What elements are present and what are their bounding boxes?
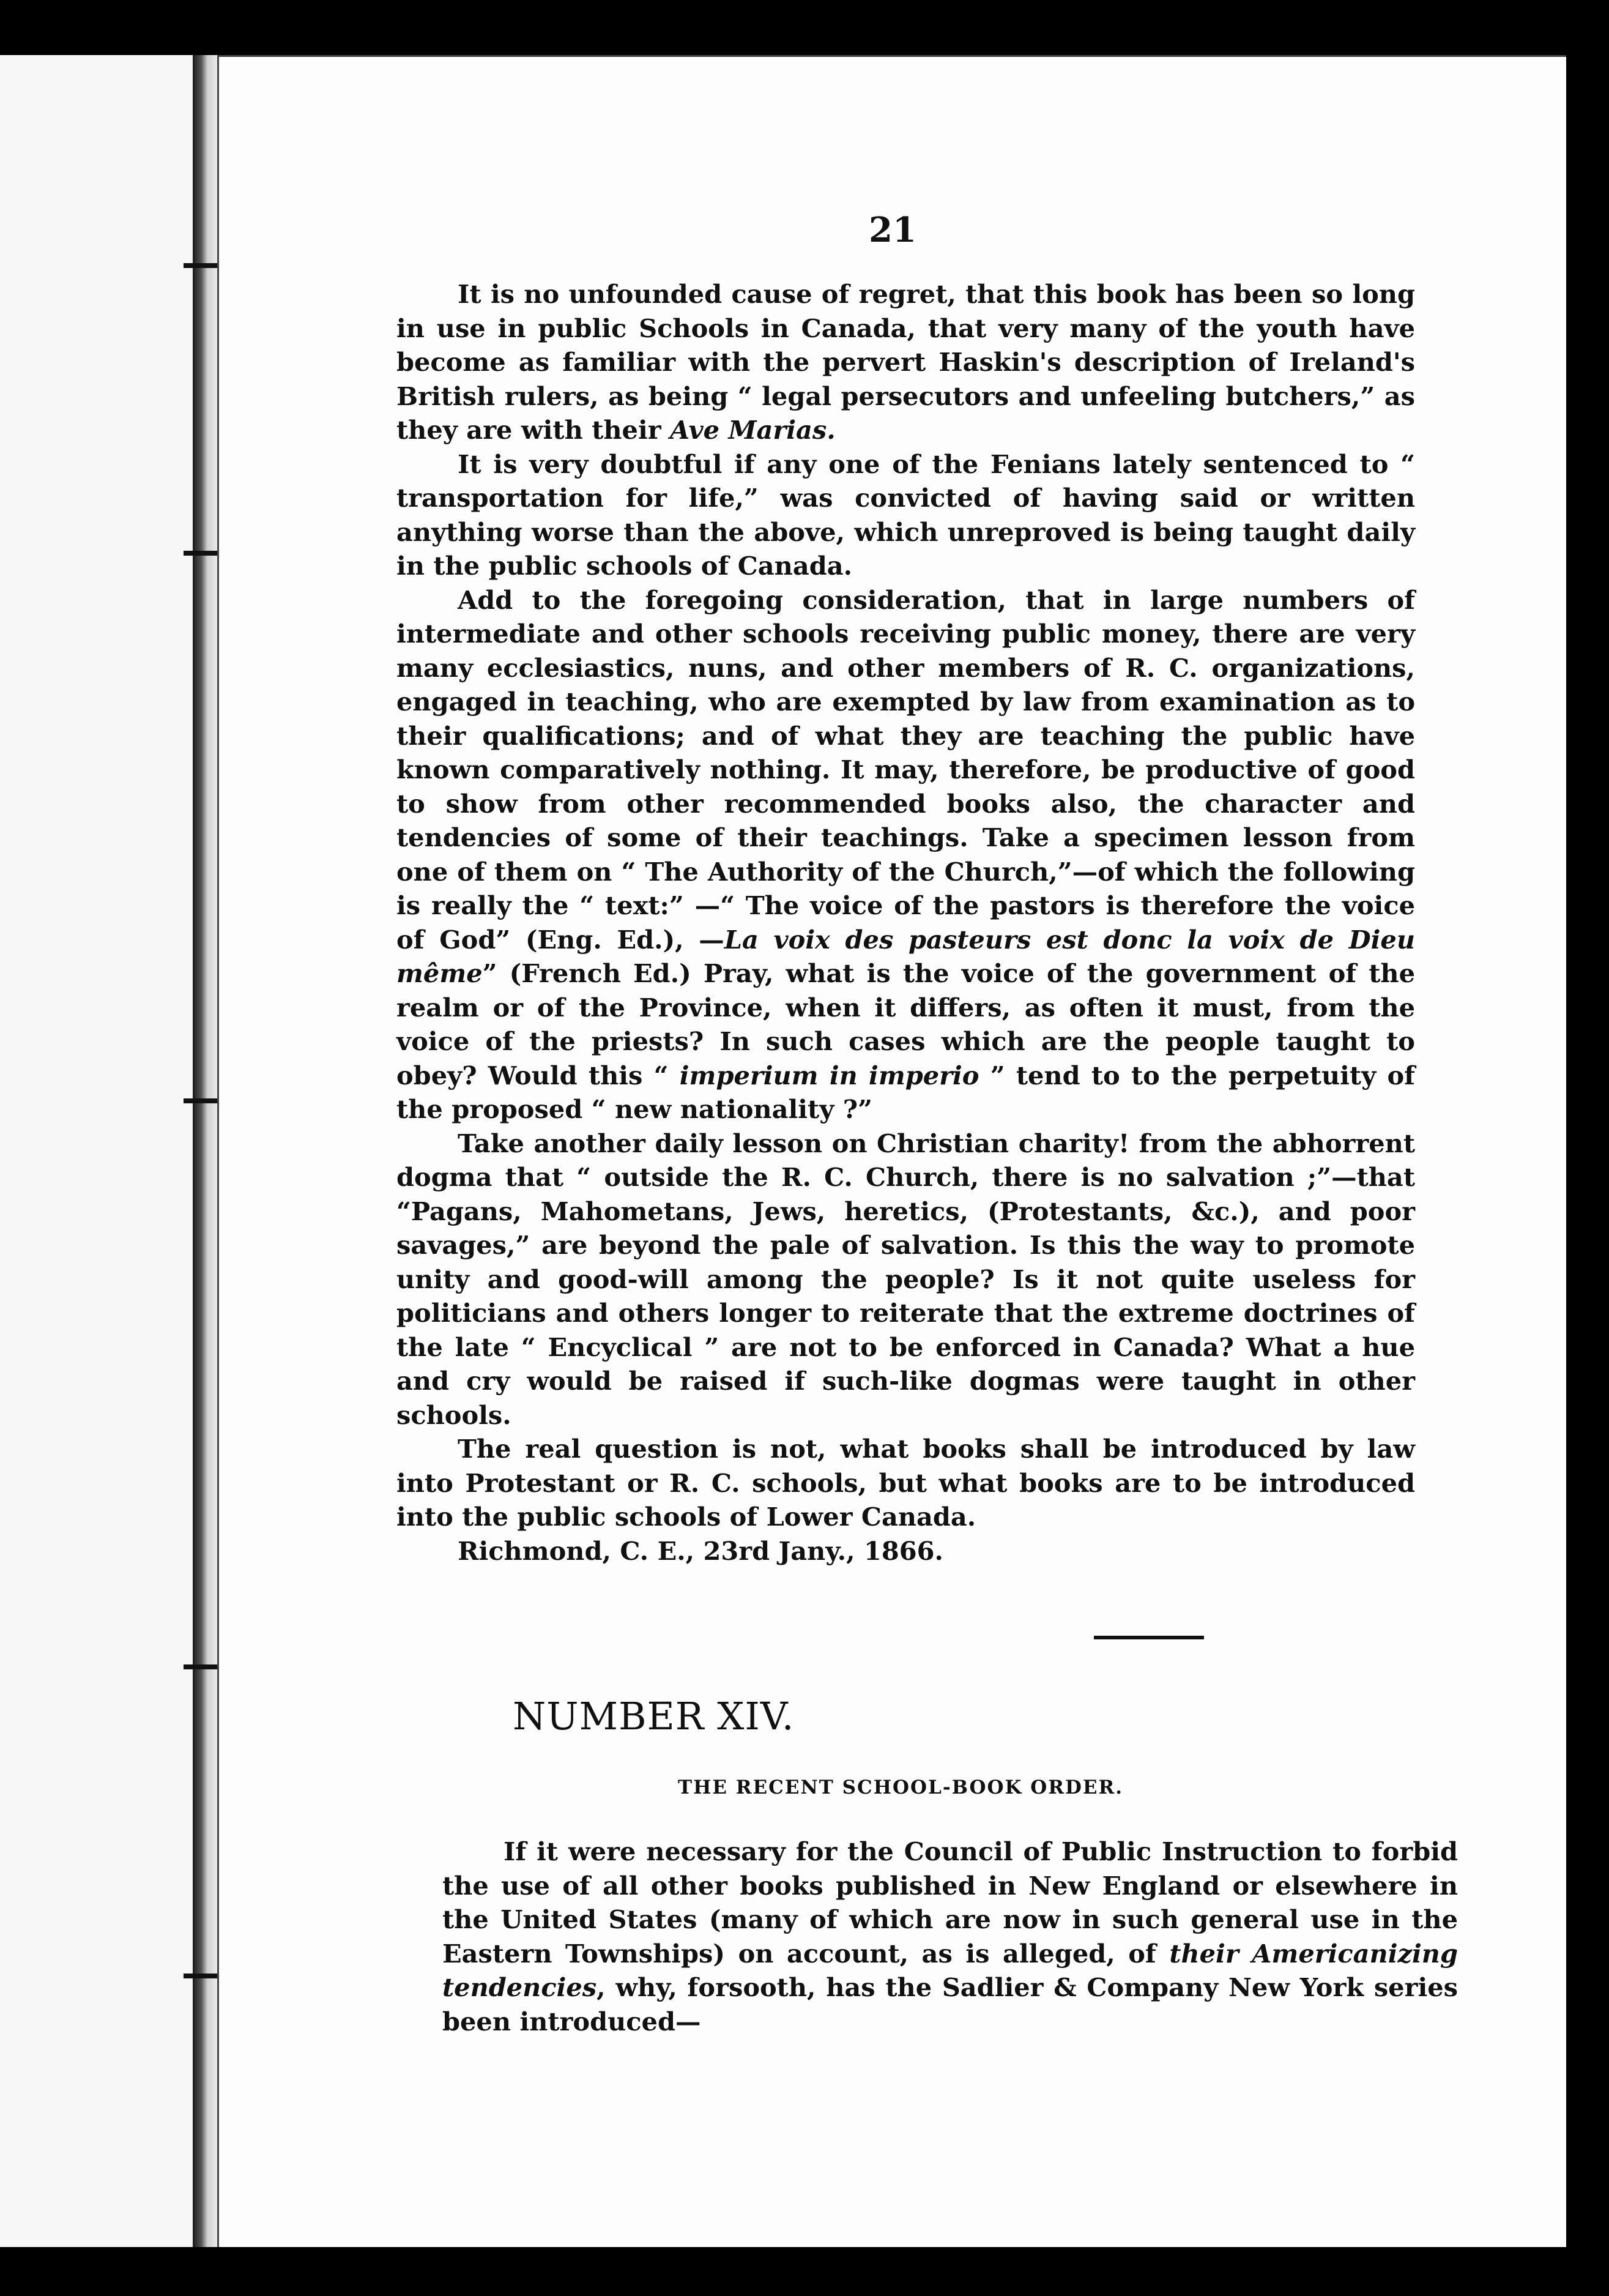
section-divider-rule	[1094, 1636, 1204, 1639]
text-run: It is no unfounded cause of regret, that this book has been so long in use in public Schools in Canada, that very many of the youth have become as familiar with the pervert Haskin's description of Ireland's British rulers, as being “ legal persecutors and unfeeling butchers,” as they are with their	[396, 279, 1415, 445]
paragraph	[396, 277, 1415, 447]
scan-border-right	[1566, 0, 1609, 2296]
paragraph	[396, 583, 1415, 1127]
italic-run: La voix des pasteurs est donc la voix de Dieu même	[396, 924, 1416, 988]
paragraph	[396, 1127, 1415, 1433]
body-text-top	[396, 277, 1415, 1568]
document-page	[217, 55, 1566, 2247]
binding-mark	[184, 551, 220, 556]
paragraph	[396, 1432, 1415, 1534]
text-run: , why, forsooth, has the Sadlier & Company New York series been introduced—	[442, 1972, 1458, 2037]
text-run: Take another daily lesson on Christian charity! from the abhorrent dogma that “ outside the R. C. Church, there is no salvation ;”—that “Pagans, Mahometans, Jews, heretics, (Protestants, &c.), and poor savages,” are beyond the pale of salvation. Is this the way to promote unity and good-will among the people? Is it not quite useless for politicians and others longer to reiterate that the extreme doctrines of the late “ Encyclical ” are not to be enforced in Canada? What a hue and cry would be raised if such-like dogmas were taught in other schools.	[396, 1128, 1415, 1430]
italic-run: their Americanizing tendencies	[442, 1938, 1458, 2002]
italic-run: Ave Marias.	[670, 415, 836, 445]
binding-mark	[184, 1974, 220, 1978]
book-gutter	[193, 55, 217, 2247]
page-number: 21	[869, 210, 916, 250]
previous-page-edge	[0, 55, 193, 2247]
binding-mark	[184, 1664, 220, 1669]
body-text-bottom	[442, 1835, 1458, 2038]
binding-mark	[184, 1098, 220, 1103]
text-run: Add to the foregoing consideration, that in large numbers of intermediate and other schools receiving public money, there are very many ecclesiastics, nuns, and other members of R. C. organizations, engaged in teaching, who are exempted by law from examination as to their qualifications; and of what they are teaching the public have known comparatively nothing. It may, therefore, be productive of good to show from other recommended books also, the character and tendencies of some of their teachings. Take a specimen lesson from one of them on “ The Authority of the Church,”—of which the following is really the “ text:” —“ The voice of the pastors is therefore the voice of God” (Eng. Ed.), —	[396, 584, 1415, 955]
scan-border-top	[0, 0, 1609, 55]
scan-border-bottom	[0, 2247, 1609, 2296]
text-run: The real question is not, what books shall be introduced by law into Protestant or R. C. schools, but what books are to be introduced into the public schools of Lower Canada.	[396, 1434, 1415, 1532]
section-subtitle: THE RECENT SCHOOL-BOOK ORDER.	[678, 1776, 1124, 1798]
text-run: It is very doubtful if any one of the Fenians lately sentenced to “ transportation for life,” was convicted of having said or written anything worse than the above, which unreproved is being taught daily in the public schools of Canada.	[396, 449, 1415, 581]
text-run: ” (French Ed.) Pray, what is the voice of the government of the realm or of the Province, when it differs, as often it must, from the voice of the priests? In such cases which are the people taught to obey? Would this “	[396, 958, 1415, 1090]
text-run: ” tend to to the perpetuity of the proposed “ new nationality ?”	[396, 1060, 1415, 1124]
section-title: NUMBER XIV.	[513, 1694, 795, 1739]
dateline: Richmond, C. E., 23rd Jany., 1866.	[458, 1535, 943, 1566]
italic-run: imperium in imperio	[679, 1060, 979, 1090]
paragraph	[396, 447, 1415, 583]
paragraph	[442, 1835, 1458, 2038]
binding-mark	[184, 263, 220, 268]
text-run: If it were necessary for the Council of Public Instruction to forbid the use of all other books published in New England or elsewhere in the United States (many of which are now in such general use in the Eastern Townships) on account, as is alleged, of	[442, 1836, 1458, 1969]
